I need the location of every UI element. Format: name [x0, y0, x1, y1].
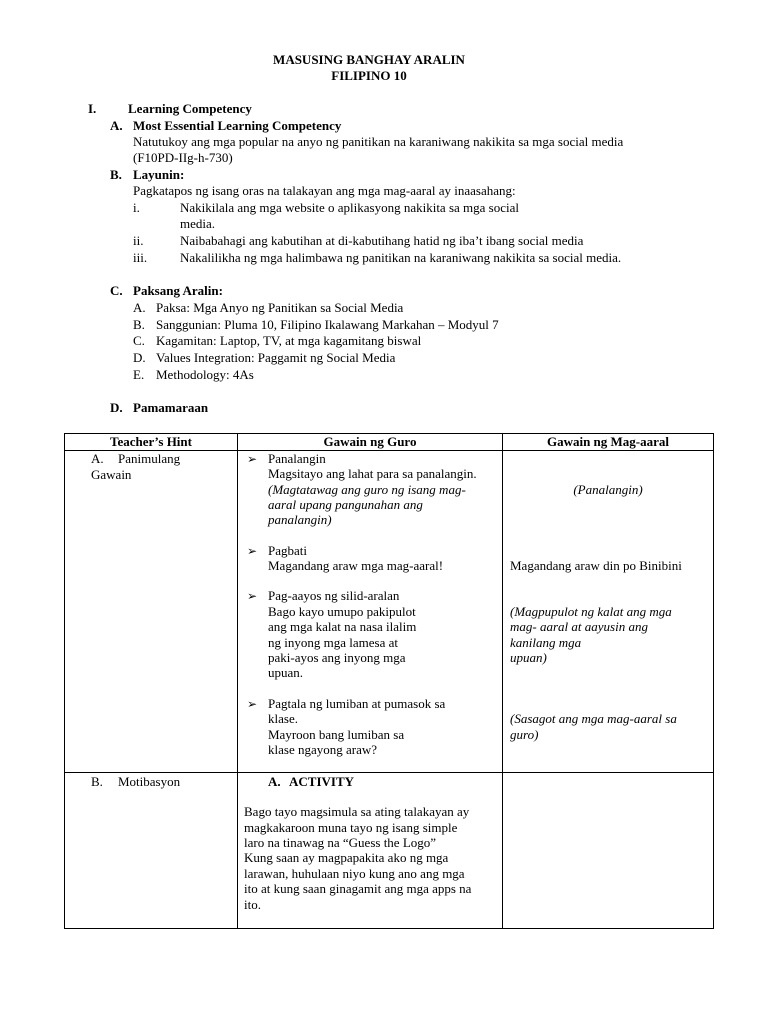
activity-line: klase ngayong araw?: [268, 742, 378, 757]
table-border: [64, 433, 65, 929]
arrow-bullet-icon: ➢: [247, 452, 258, 466]
topic-text: Sanggunian: Pluma 10, Filipino Ikalawang Markahan – Modyul 7: [156, 317, 499, 332]
hint-letter: B.: [91, 774, 103, 789]
arrow-bullet-icon: ➢: [247, 589, 258, 603]
topic-letter: A.: [133, 300, 146, 315]
topic-text: Kagamitan: Laptop, TV, at mga kagamitang biswal: [156, 333, 422, 348]
table-border: [237, 433, 238, 929]
activity-body-line: magkakaroon muna tayo ng isang simple: [244, 820, 458, 835]
table-header: Teacher’s Hint: [110, 434, 192, 449]
topic-letter: E.: [133, 367, 145, 382]
topic-letter: B.: [133, 317, 145, 332]
competency-code: (F10PD-IIg-h-730): [133, 150, 233, 165]
activity-heading: Pagbati: [268, 543, 307, 558]
activity-body-line: laro na tinawag na “Guess the Logo”: [244, 835, 437, 850]
student-response: Magandang araw din po Binibini: [510, 558, 682, 573]
activity-body-line: Bago tayo magsimula sa ating talakayan ay: [244, 804, 470, 819]
student-response: guro): [510, 727, 539, 742]
competency-text: Natutukoy ang mga popular na anyo ng panitikan na karaniwang nakikita sa mga social media: [133, 134, 624, 149]
objectives-intro: Pagkatapos ng isang oras na talakayan ang mga mag-aaral ay inaasahang:: [133, 183, 516, 198]
objective-number: i.: [133, 200, 140, 215]
activity-title: ACTIVITY: [289, 774, 355, 789]
subsection-a-letter: A.: [110, 118, 123, 133]
subsection-c-letter: C.: [110, 283, 123, 298]
student-response: kanilang mga: [510, 635, 582, 650]
activity-letter: A.: [268, 774, 281, 789]
objective-text: Nakalilikha ng mga halimbawa ng panitikan na karaniwang nakikita sa social media.: [180, 250, 622, 265]
topic-letter: C.: [133, 333, 145, 348]
topic-text: Methodology: 4As: [156, 367, 254, 382]
topic-letter: D.: [133, 350, 146, 365]
activity-heading: Panalangin: [268, 451, 326, 466]
activity-line: upuan.: [268, 665, 304, 680]
hint-text: Motibasyon: [118, 774, 181, 789]
table-header: Gawain ng Mag-aaral: [546, 434, 670, 449]
student-response: upuan): [510, 650, 547, 665]
objective-number: ii.: [133, 233, 144, 248]
objective-text: Naibabahagi ang kabutihan at di-kabutihang hatid ng iba’t ibang social media: [180, 233, 584, 248]
objective-text-cont: media.: [180, 216, 216, 231]
activity-line: Magsitayo ang lahat para sa panalangin.: [268, 466, 477, 481]
activity-heading: Pagtala ng lumiban at pumasok sa: [268, 696, 446, 711]
document-subtitle: FILIPINO 10: [331, 68, 407, 83]
activity-body-line: larawan, huhulaan niyo kung ano ang mga: [244, 866, 465, 881]
arrow-bullet-icon: ➢: [247, 544, 258, 558]
activity-note: (Magtatawag ang guro ng isang mag-: [268, 482, 466, 497]
hint-letter: A.: [91, 451, 104, 466]
table-header: Gawain ng Guro: [323, 434, 417, 449]
subsection-b-letter: B.: [110, 167, 122, 182]
activity-body-line: Kung saan ay magpapakita ako ng mga: [244, 850, 449, 865]
subsection-c-title: Paksang Aralin:: [133, 283, 223, 298]
arrow-bullet-icon: ➢: [247, 697, 258, 711]
subsection-d-title: Pamamaraan: [133, 400, 209, 415]
document-title: MASUSING BANGHAY ARALIN: [273, 52, 465, 67]
activity-note: panalangin): [268, 512, 332, 527]
activity-heading: Pag-aayos ng silid-aralan: [268, 588, 400, 603]
activity-line: klase.: [268, 711, 298, 726]
subsection-d-letter: D.: [110, 400, 123, 415]
activity-line: ang mga kalat na nasa ilalim: [268, 619, 417, 634]
activity-line: Mayroon bang lumiban sa: [268, 727, 405, 742]
subsection-b-title: Layunin:: [133, 167, 185, 182]
section-number: I.: [88, 101, 97, 116]
activity-body-line: ito at kung saan ginagamit ang mga apps na: [244, 881, 472, 896]
activity-note: aaral upang pangunahan ang: [268, 497, 423, 512]
table-border: [502, 433, 503, 929]
subsection-a-title: Most Essential Learning Competency: [133, 118, 342, 133]
objective-text: Nakikilala ang mga website o aplikasyong nakikita sa mga social: [180, 200, 519, 215]
section-title: Learning Competency: [128, 101, 252, 116]
activity-body-line: ito.: [244, 897, 261, 912]
hint-text: Panimulang: [118, 451, 181, 466]
student-response: (Magpupulot ng kalat ang mga: [510, 604, 672, 619]
student-response: (Sasagot ang mga mag-aaral sa: [510, 711, 677, 726]
hint-text-cont: Gawain: [91, 467, 132, 482]
topic-text: Values Integration: Paggamit ng Social Media: [156, 350, 396, 365]
activity-line: Bago kayo umupo pakipulot: [268, 604, 416, 619]
activity-line: ng inyong mga lamesa at: [268, 635, 398, 650]
student-response: (Panalangin): [573, 482, 643, 497]
activity-line: Magandang araw mga mag-aaral!: [268, 558, 444, 573]
activity-line: paki-ayos ang inyong mga: [268, 650, 406, 665]
topic-text: Paksa: Mga Anyo ng Panitikan sa Social Media: [156, 300, 404, 315]
table-border: [713, 433, 714, 929]
table-border: [64, 772, 714, 773]
table-border: [64, 928, 714, 929]
student-response: mag- aaral at aayusin ang: [510, 619, 648, 634]
objective-number: iii.: [133, 250, 148, 265]
